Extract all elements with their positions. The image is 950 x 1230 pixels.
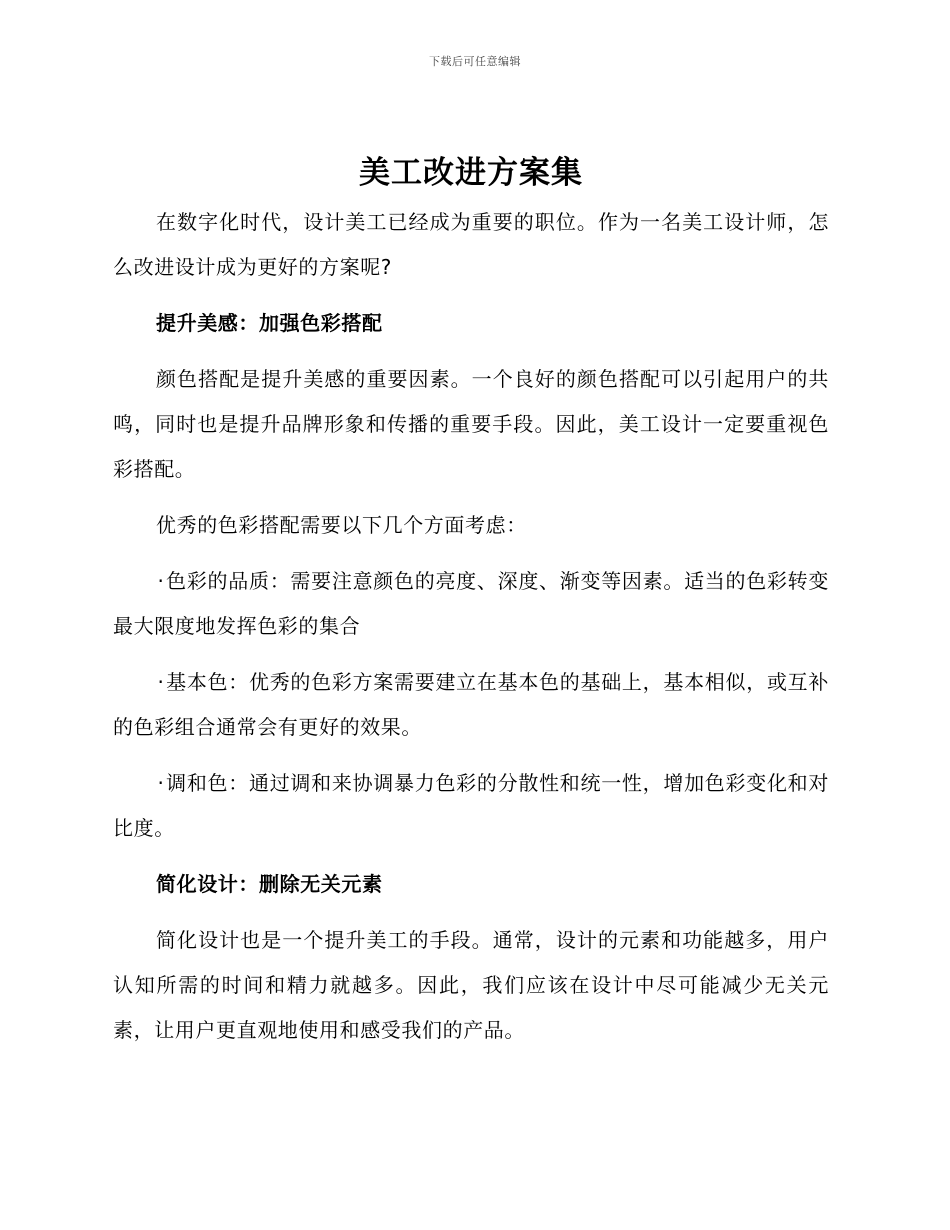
paragraph-color-aspects: 优秀的色彩搭配需要以下几个方面考虑： — [156, 513, 527, 537]
bullet-text: 基本色：优秀的色彩方案需要建立在基本色的基础上，基本相似，或互补的色彩组合通常会有更好的效果。 — [113, 670, 829, 739]
bullet-dot: · — [157, 569, 165, 593]
header-note: 下载后可任意编辑 — [429, 55, 521, 68]
section-heading-simplify: 简化设计：删除无关元素 — [156, 872, 383, 896]
bullet-item — [113, 559, 829, 649]
paragraph-simplify: 简化设计也是一个提升美工的手段。通常，设计的元素和功能越多，用户认知所需的时间和精力就越多。因此，我们应该在设计中尽可能减少无关元素，让用户更直观地使用和感受我们的产品。 — [113, 928, 829, 1042]
bullet-item — [113, 761, 829, 851]
bullet-dot: · — [157, 670, 165, 694]
bullet-dot: · — [157, 771, 165, 795]
bullet-text: 色彩的品质：需要注意颜色的亮度、深度、渐变等因素。适当的色彩转变最大限度地发挥色彩的集合 — [113, 569, 829, 638]
section-heading-color: 提升美感：加强色彩搭配 — [156, 311, 383, 335]
bullet-text: 调和色：通过调和来协调暴力色彩的分散性和统一性，增加色彩变化和对比度。 — [113, 771, 829, 840]
bullet-item — [113, 660, 829, 750]
intro-paragraph: 在数字化时代，设计美工已经成为重要的职位。作为一名美工设计师，怎么改进设计成为更好的方案呢? — [113, 210, 829, 279]
document-body — [113, 150, 829, 1064]
paragraph-color-importance: 颜色搭配是提升美感的重要因素。一个良好的颜色搭配可以引起用户的共鸣，同时也是提升品牌形象和传播的重要手段。因此，美工设计一定要重视色彩搭配。 — [113, 367, 829, 481]
document-title: 美工改进方案集 — [359, 155, 583, 191]
